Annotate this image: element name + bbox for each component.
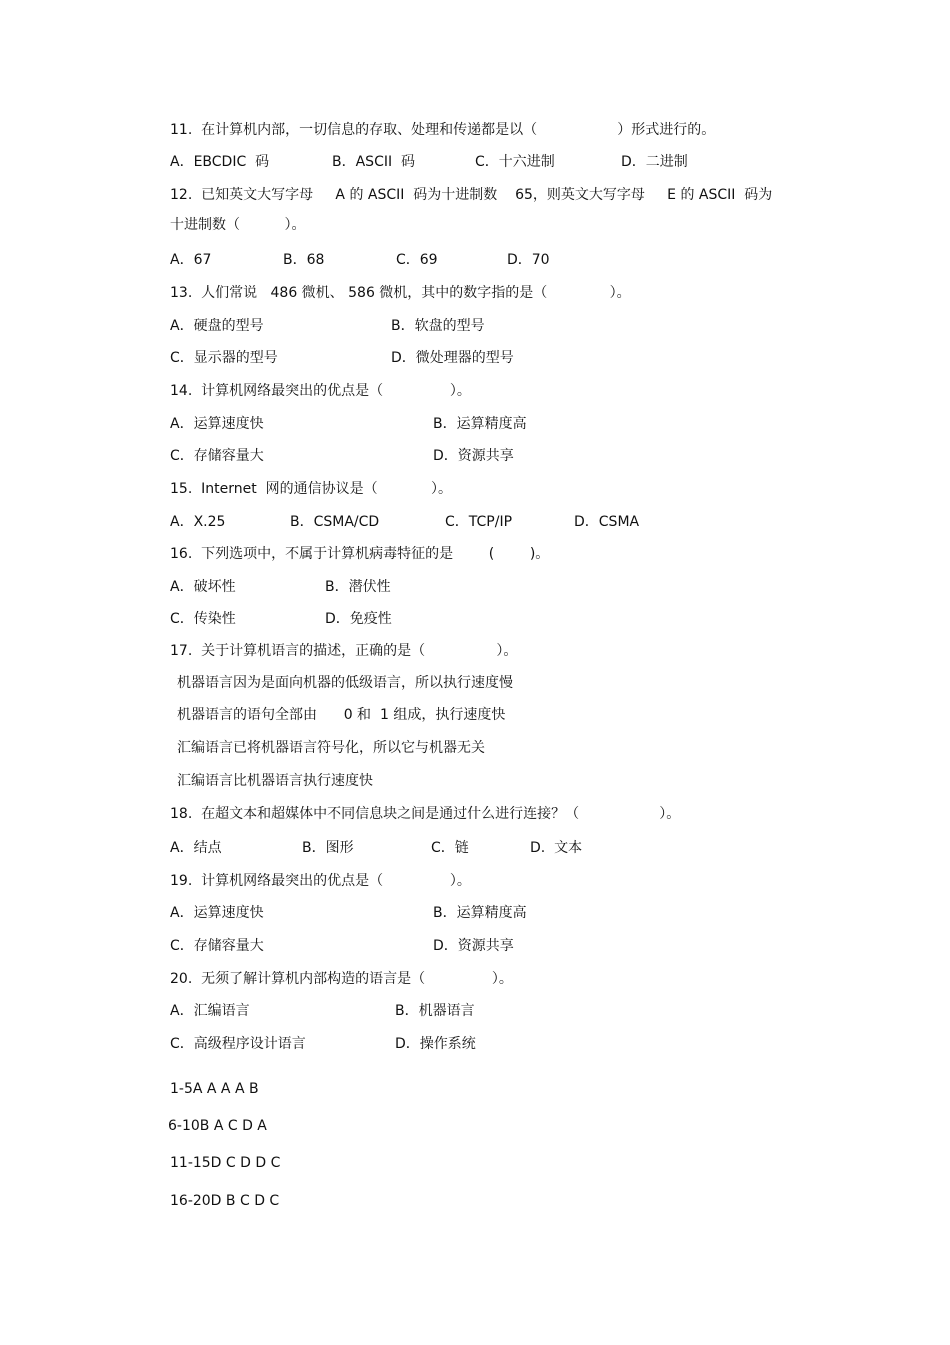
question-13-option-c: C．显示器的型号 (170, 350, 278, 366)
question-11-option-a: A．EBCDIC 码 (170, 154, 270, 170)
answer-key-6-10: 6-10B A C D A (168, 1118, 267, 1134)
question-20-option-b: B．机器语言 (395, 1003, 475, 1019)
question-13-option-b: B．软盘的型号 (391, 318, 485, 334)
question-16-option-d: D．免疫性 (325, 611, 392, 627)
question-19-option-a: A．运算速度快 (170, 905, 264, 921)
question-16-option-b: B．潜伏性 (325, 579, 391, 595)
question-20-option-a: A．汇编语言 (170, 1003, 250, 1019)
question-12-option-d: D．70 (507, 252, 550, 268)
question-13-option-d: D．微处理器的型号 (391, 350, 514, 366)
question-19-stem: 19. 计算机网络最突出的优点是（ ）。 (170, 873, 471, 889)
question-18-option-a: A．结点 (170, 840, 222, 856)
question-20-stem: 20. 无须了解计算机内部构造的语言是（ ）。 (170, 971, 513, 987)
answer-key-16-20: 16-20D B C D C (170, 1193, 280, 1209)
answer-key-11-15: 11-15D C D D C (170, 1155, 281, 1171)
question-19-option-b: B．运算精度高 (433, 905, 527, 921)
question-11-option-c: C．十六进制 (475, 154, 555, 170)
question-15-option-c: C．TCP/IP (445, 514, 513, 530)
question-12-stem-line2: 十进制数（ ）。 (170, 217, 306, 233)
question-18-option-c: C．链 (431, 840, 469, 856)
question-16-stem: 16. 下列选项中，不属于计算机病毒特征的是 ( )。 (170, 546, 550, 562)
question-15-stem: 15. Internet 网的通信协议是（ ）。 (170, 481, 453, 497)
question-13-stem: 13. 人们常说 486 微机、 586 微机，其中的数字指的是（ ）。 (170, 285, 631, 301)
question-15-option-a: A．X.25 (170, 514, 226, 530)
question-11-option-d: D．二进制 (621, 154, 688, 170)
question-14-option-d: D．资源共享 (433, 448, 514, 464)
answer-key-1-5: 1-5A A A A B (170, 1081, 259, 1097)
question-17-option-4: 汇编语言比机器语言执行速度快 (177, 773, 373, 789)
question-19-option-d: D．资源共享 (433, 938, 514, 954)
question-14-option-c: C．存储容量大 (170, 448, 264, 464)
question-15-option-b: B．CSMA/CD (290, 514, 380, 530)
question-12-option-b: B．68 (283, 252, 325, 268)
question-18-option-b: B．图形 (302, 840, 354, 856)
question-17-option-1: 机器语言因为是面向机器的低级语言，所以执行速度慢 (177, 675, 513, 691)
question-13-option-a: A．硬盘的型号 (170, 318, 264, 334)
question-12-option-a: A．67 (170, 252, 212, 268)
question-18-option-d: D. 文本 (530, 840, 583, 856)
question-17-stem: 17. 关于计算机语言的描述，正确的是（ ）。 (170, 643, 518, 659)
question-12-option-c: C．69 (396, 252, 438, 268)
question-16-option-a: A．破坏性 (170, 579, 236, 595)
question-14-stem: 14. 计算机网络最突出的优点是（ ）。 (170, 383, 471, 399)
question-11-option-b: B．ASCII 码 (332, 154, 416, 170)
question-19-option-c: C．存储容量大 (170, 938, 264, 954)
question-20-option-c: C．高级程序设计语言 (170, 1036, 306, 1052)
question-12-stem-line1: 12. 已知英文大写字母 A 的 ASCII 码为十进制数 65，则英文大写字母 E 的 ASCII 码为 (170, 187, 773, 203)
question-14-option-b: B．运算精度高 (433, 416, 527, 432)
question-17-option-3: 汇编语言已将机器语言符号化，所以它与机器无关 (177, 740, 485, 756)
question-15-option-d: D．CSMA (574, 514, 640, 530)
question-18-stem: 18. 在超文本和超媒体中不同信息块之间是通过什么进行连接？（ ）。 (170, 806, 681, 822)
question-20-option-d: D．操作系统 (395, 1036, 476, 1052)
question-16-option-c: C．传染性 (170, 611, 236, 627)
question-11-stem: 11. 在计算机内部，一切信息的存取、处理和传递都是以（ ）形式进行的。 (170, 122, 716, 138)
question-14-option-a: A．运算速度快 (170, 416, 264, 432)
question-17-option-2: 机器语言的语句全部由 0 和 1 组成，执行速度快 (177, 707, 506, 723)
